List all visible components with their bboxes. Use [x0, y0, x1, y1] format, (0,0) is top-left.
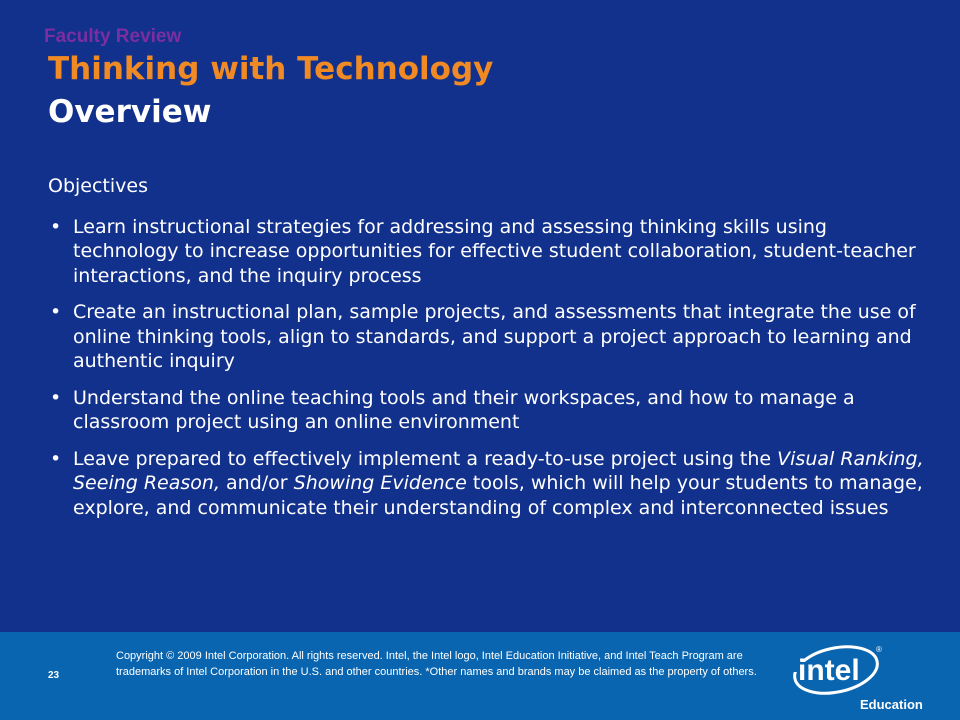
education-label: Education — [860, 697, 923, 712]
objective-item — [48, 215, 928, 289]
objective-text-part: and/or — [220, 472, 294, 494]
slide-title: Thinking with Technology — [48, 51, 494, 87]
bullet-icon: • — [50, 215, 62, 238]
objective-text-part: tools, which will help your students to manage, explore, and communicate their understanding of complex and interconnected issues — [73, 472, 923, 519]
slide-subtitle: Overview — [48, 94, 212, 130]
objective-text: Create an instructional plan, sample projects, and assessments that integrate the use of online thinking tools, align to standards, and support a project approach to learning and authentic inquiry — [73, 301, 916, 372]
objective-item — [48, 386, 928, 435]
registered-mark: ® — [876, 645, 882, 654]
objective-item — [48, 300, 928, 374]
faculty-review-tag: Faculty Review — [44, 26, 182, 47]
tool-name-italic: Showing Evidence — [293, 472, 467, 494]
bullet-icon: • — [50, 447, 62, 470]
objective-text — [73, 448, 924, 519]
page-number: 23 — [48, 670, 60, 681]
copyright-notice: Copyright © 2009 Intel Corporation. All rights reserved. Intel, the Intel logo, Intel Education Initiative, and Intel Teach Program are trademarks of Intel Corporation in the U.S. and other countries. *Other names and brands may be claimed as the property of others. — [116, 650, 757, 678]
bullet-icon: • — [50, 301, 62, 323]
objectives-heading: Objectives — [48, 175, 148, 197]
objective-text-part: Leave prepared to effectively implement a ready-to-use project using the — [73, 447, 778, 470]
objective-text: Understand the online teaching tools and their workspaces, and how to manage a classroom project using an online environment — [73, 386, 855, 433]
footer-bar — [0, 632, 960, 720]
tool-names-italic: Visual Ranking, Seeing Reason, — [73, 447, 924, 494]
bullet-icon: • — [50, 386, 62, 409]
objectives-list — [48, 215, 928, 521]
objective-item — [48, 447, 928, 521]
intel-education-logo — [790, 640, 930, 716]
intel-wordmark: intel — [798, 654, 860, 687]
objective-text: Learn instructional strategies for addressing and assessing thinking skills using technology to increase opportunities for effective student collaboration, student-teacher interactions, and the inquiry process — [73, 215, 916, 287]
objectives-content — [48, 174, 928, 532]
